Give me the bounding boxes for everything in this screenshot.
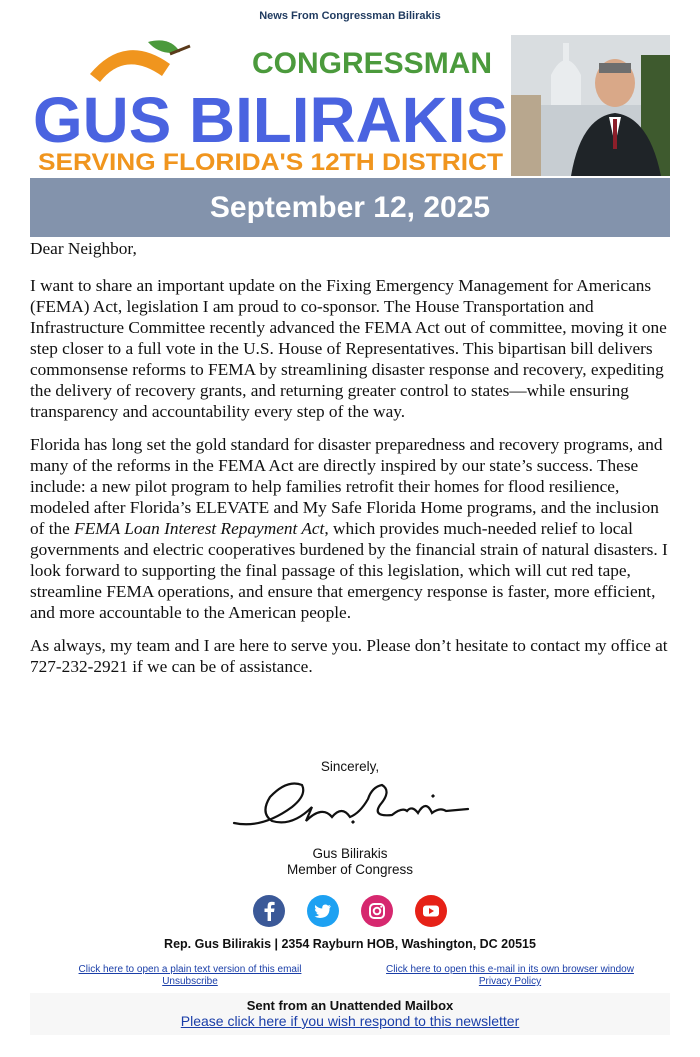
social-links <box>0 895 700 927</box>
top-line: News From Congressman Bilirakis <box>259 10 441 22</box>
footer-links-right <box>370 964 650 988</box>
signer-title: Member of Congress <box>286 862 414 877</box>
bill-title: FEMA Loan Interest Repayment Act <box>74 519 325 538</box>
browser-view-link[interactable]: Click here to open this e-mail in its own browser window <box>386 964 634 975</box>
date-banner: September 12, 2025 <box>30 178 670 237</box>
respond-link[interactable]: Please click here if you wish respond to this newsletter <box>180 1013 520 1029</box>
unsubscribe-link[interactable]: Unsubscribe <box>162 976 218 987</box>
youtube-icon[interactable] <box>415 895 447 927</box>
header-banner <box>30 34 670 176</box>
congressman-photo <box>511 35 670 176</box>
instagram-icon[interactable] <box>361 895 393 927</box>
plain-text-link[interactable]: Click here to open a plain text version of this email <box>78 964 302 975</box>
signature <box>232 777 472 833</box>
paragraph-3: As always, my team and I are here to serve you. Please don’t hesitate to contact my office at 727-232-2921 if we can be of assistance. <box>30 636 668 676</box>
privacy-policy-link[interactable]: Privacy Policy <box>478 976 542 987</box>
facebook-icon[interactable] <box>253 895 285 927</box>
mailbox-title: Sent from an Unattended Mailbox <box>246 998 454 1013</box>
paragraph-2: Florida has long set the gold standard for disaster preparedness and recovery programs, and many of the reforms in the FEMA Act are directly inspired by our state’s success. These include: a new pilot program to help families retrofit their homes for flood resilience, modeled after Florida’s ELEVATE and My Safe Florida Home programs, and the inclusion of the FEMA Loan Interest Repayment Act, which provides much-needed relief to local governments and electric cooperatives burdened by the financial strain of natural disasters. I look forward to supporting the final passage of this legislation, which will cut red tape, streamline FEMA operations, and ensure that emergency response is faster, more efficient, and more accountable to the American people. <box>30 435 668 622</box>
office-address: Rep. Gus Bilirakis | 2354 Rayburn HOB, Washington, DC 20515 <box>164 937 536 951</box>
letter-body <box>30 238 670 689</box>
twitter-icon[interactable] <box>307 895 339 927</box>
logo-congressman: CONGRESSMAN <box>252 47 493 80</box>
footer-links-left <box>60 964 320 988</box>
signer-name: Gus Bilirakis <box>312 846 388 861</box>
greeting: Dear Neighbor, <box>30 239 137 258</box>
logo <box>30 34 510 176</box>
unattended-mailbox-notice <box>30 993 670 1035</box>
paragraph-1: I want to share an important update on the Fixing Emergency Management for Americans (FEMA) Act, legislation I am proud to co-sponsor. The House Transportation and Infrastructure Committee recently advanced the FEMA Act out of committee, moving it one step closer to a full vote in the U.S. House of Representatives. This bipartisan bill delivers commonsense reforms to FEMA by streamlining disaster response and recovery, expediting the delivery of recovery grants, and returning greater control to states—while ensuring transparency and accountability every step of the way. <box>30 276 667 421</box>
logo-name: GUS BILIRAKIS <box>33 84 508 156</box>
logo-subtitle: SERVING FLORIDA'S 12TH DISTRICT <box>38 149 504 176</box>
sincerely: Sincerely, <box>320 759 380 774</box>
